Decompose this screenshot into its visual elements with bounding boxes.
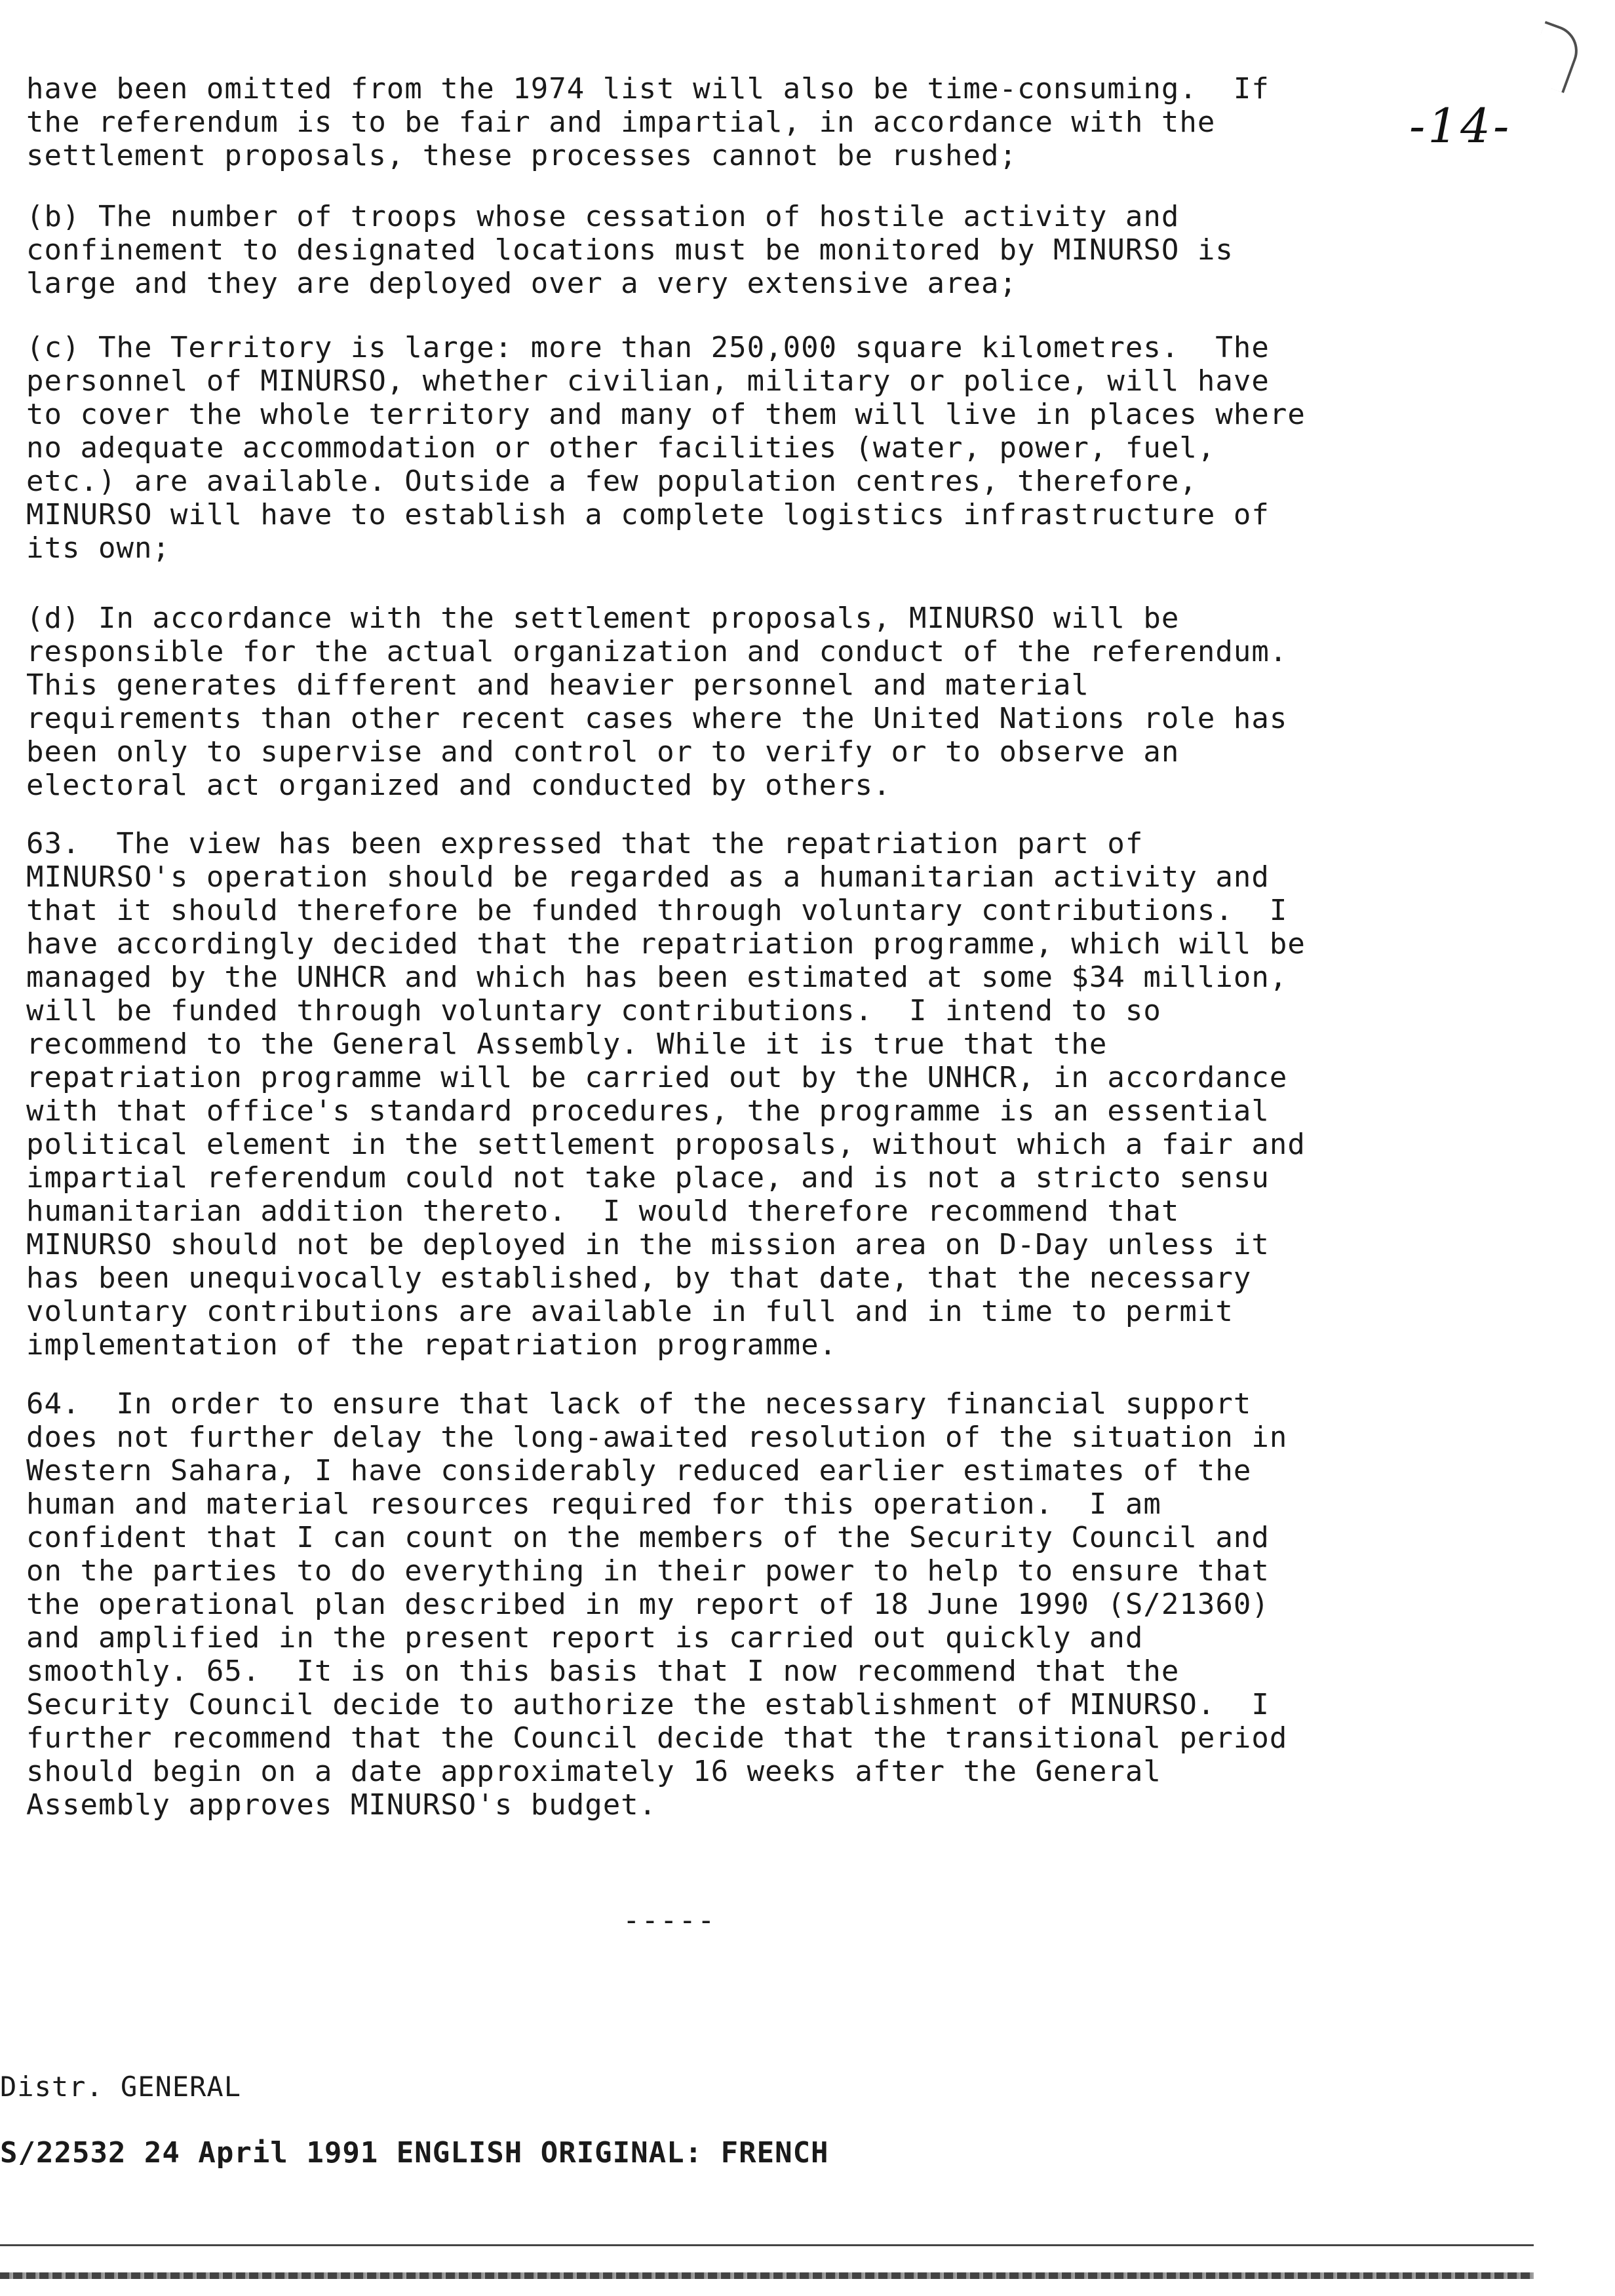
- paragraph-b: (b) The number of troops whose cessation of hostile activity and confinement to designated locations must be monitored by MINURSO is large and they are deployed over a very extensive area;: [26, 200, 1234, 300]
- paragraph-c: (c) The Territory is large: more than 250,000 square kilometres. The personnel of MINURSO, whether civilian, military or police, will have to cover the whole territory and many of them will live in places where no adequate accommodation or other facilities (water, power, fuel, etc.) are available. Outside a few population centres, therefore, MINURSO will have to establish a complete logistics infrastructure of its own;: [26, 331, 1306, 565]
- paragraph-64: 64. In order to ensure that lack of the necessary financial support does not further delay the long-awaited resolution of the situation in Western Sahara, I have considerably reduced earlier estimates of the human and material resources required for this operation. I am confident that I can count on the members of the Security Council and on the parties to do everything in their power to help to ensure that the operational plan described in my report of 18 June 1990 (S/21360) and amplified in the present report is carried out quickly and smoothly. 65. It is on this basis that I now recommend that the Security Council decide to authorize the establishment of MINURSO. I further recommend that the Council decide that the transitional period should begin on a date approximately 16 weeks after the General Assembly approves MINURSO's budget.: [26, 1387, 1288, 1822]
- paragraph-d: (d) In accordance with the settlement proposals, MINURSO will be responsible for the actual organization and conduct of the referendum. This generates different and heavier personnel and material requirements than other recent cases where the United Nations role has been only to supervise and control or to verify or to observe an electoral act organized and conducted by others.: [26, 602, 1288, 802]
- footer-rule-top: [0, 2244, 1534, 2246]
- handwritten-page-number: -14-: [1409, 98, 1512, 153]
- distribution-label: Distr. GENERAL: [0, 2071, 242, 2103]
- footer-rule-bottom: [0, 2272, 1534, 2279]
- handwritten-corner-mark: [1525, 21, 1585, 93]
- paragraph-63: 63. The view has been expressed that the repatriation part of MINURSO's operation should be regarded as a humanitarian activity and that it should therefore be funded through voluntary contributions. I have accordingly decided that the repatriation programme, which will be managed by the UNHCR and which has been estimated at some $34 million, will be funded through voluntary contributions. I intend to so recommend to the General Assembly. While it is true that the repatriation programme will be carried out by the UNHCR, in accordance with that office's standard procedures, the programme is an essential political element in the settlement proposals, without which a fair and impartial referendum could not take place, and is not a stricto sensu humanitarian addition thereto. I would therefore recommend that MINURSO should not be deployed in the mission area on D-Day unless it has been unequivocally established, by that date, that the necessary voluntary contributions are available in full and in time to permit implementation of the repatriation programme.: [26, 827, 1306, 1362]
- section-separator: -----: [623, 1904, 716, 1937]
- paragraph-a-continuation: have been omitted from the 1974 list will also be time-consuming. If the referendum is to be fair and impartial, in accordance with the settlement proposals, these processes cannot be rushed;: [26, 72, 1270, 172]
- document-symbol-line: S/22532 24 April 1991 ENGLISH ORIGINAL: FRENCH: [0, 2136, 829, 2170]
